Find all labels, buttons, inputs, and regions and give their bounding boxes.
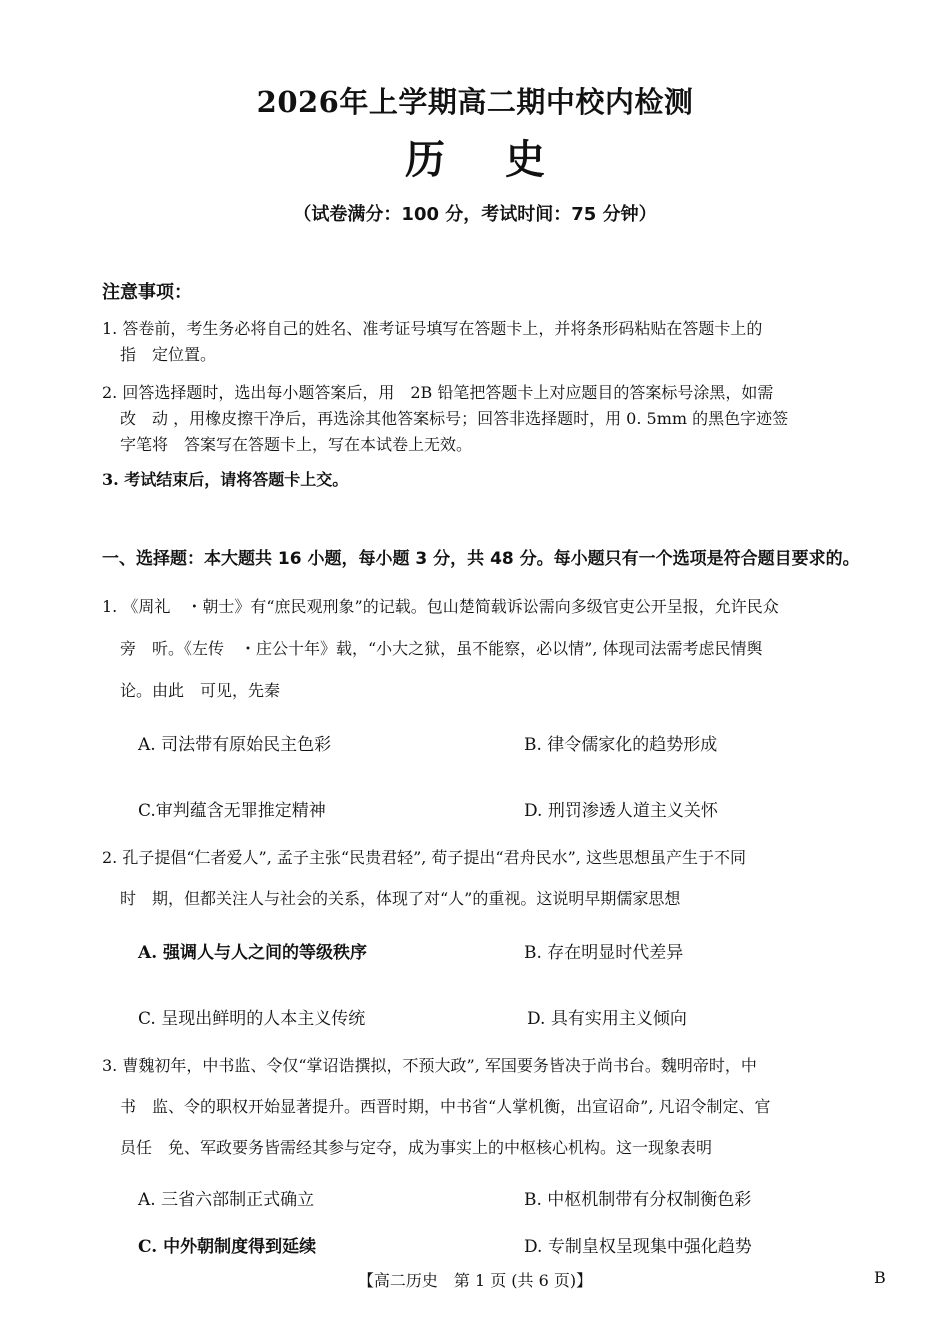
q3-stem-line-3: 员任 免、军政要务皆需经其参与定夺，成为事实上的中枢核心机构。这一现象表明 bbox=[120, 1138, 713, 1157]
q1-option-d: D. 刑罚渗透人道主义关怀 bbox=[524, 801, 718, 821]
q2-option-b: B. 存在明显时代差异 bbox=[524, 943, 684, 963]
q3-stem-line-1: 3. 曹魏初年，中书监、令仅“掌诏诰撰拟，不预大政”, 军国要务皆决于尚书台。魏明帝时，中 bbox=[102, 1056, 757, 1075]
exam-title: 2026年上学期高二期中校内检测 bbox=[256, 85, 694, 119]
subject-char-2: 史 bbox=[505, 136, 545, 183]
q3-option-c: C. 中外朝制度得到延续 bbox=[138, 1237, 317, 1257]
q1-stem-line-3: 论。由此 可见，先秦 bbox=[120, 681, 281, 700]
q1-option-a: A. 司法带有原始民主色彩 bbox=[138, 735, 332, 755]
q2-option-d: D. 具有实用主义倾向 bbox=[527, 1009, 687, 1029]
page-footer: 【高二历史 第 1 页 (共 6 页)】 bbox=[357, 1271, 593, 1290]
notice-item-2-line-1: 2. 回答选择题时，选出每小题答案后，用 2B 铅笔把答题卡上对应题目的答案标号涂黑，如需 bbox=[102, 383, 774, 402]
q1-option-b: B. 律令儒家化的趋势形成 bbox=[524, 735, 718, 755]
subject-title bbox=[0, 128, 950, 185]
notice-item-1-line-1: 1. 答卷前，考生务必将自己的姓名、准考证号填写在答题卡上，并将条形码粘贴在答题卡上的 bbox=[102, 319, 763, 338]
q2-option-a: A. 强调人与人之间的等级秩序 bbox=[138, 943, 368, 963]
q1-stem-line-2: 旁 听。《左传 ・庄公十年》载，“小大之狱，虽不能察，必以情”, 体现司法需考虑民情舆 bbox=[120, 639, 763, 658]
notice-item-3: 3. 考试结束后，请将答题卡上交。 bbox=[102, 470, 349, 489]
score-time-line: （试卷满分：100 分，考试时间：75 分钟） bbox=[293, 204, 657, 225]
q1-option-c: C.审判蕴含无罪推定精神 bbox=[138, 801, 326, 821]
q3-option-d: D. 专制皇权呈现集中强化趋势 bbox=[524, 1237, 752, 1257]
notice-heading: 注意事项： bbox=[102, 282, 192, 303]
notice-item-2-line-2: 改 动 ，用橡皮擦干净后，再选涂其他答案标号；回答非选择题时，用 0. 5mm 的黑色字迹签 bbox=[120, 409, 789, 428]
q3-option-b: B. 中枢机制带有分权制衡色彩 bbox=[524, 1190, 752, 1210]
section-1-heading: 一、选择题：本大题共 16 小题，每小题 3 分，共 48 分。每小题只有一个选项是符合题目要求的。 bbox=[102, 549, 860, 569]
q3-option-a: A. 三省六部制正式确立 bbox=[138, 1190, 315, 1210]
q2-stem-line-1: 2. 孔子提倡“仁者爱人”, 孟子主张“民贵君轻”, 荀子提出“君舟民水”, 这些思想虽产生于不同 bbox=[102, 848, 746, 867]
notice-item-1-line-2: 指 定位置。 bbox=[120, 345, 217, 364]
q3-stem-line-2: 书 监、令的职权开始显著提升。西晋时期，中书省“人掌机衡，出宣诏命”, 凡诏令制定、官 bbox=[120, 1097, 771, 1116]
q2-option-c: C. 呈现出鲜明的人本主义传统 bbox=[138, 1009, 366, 1029]
q1-stem-line-1: 1. 《周礼 ・朝士》有“庶民观刑象”的记载。包山楚简载诉讼需向多级官吏公开呈报，允许民众 bbox=[102, 597, 779, 616]
notice-item-2-line-3: 字笔将 答案写在答题卡上，写在本试卷上无效。 bbox=[120, 435, 473, 454]
q2-stem-line-2: 时 期，但都关注人与社会的关系，体现了对“人”的重视。这说明早期儒家思想 bbox=[120, 889, 681, 908]
subject-char-1: 历 bbox=[405, 136, 445, 183]
version-label: B bbox=[874, 1268, 886, 1287]
